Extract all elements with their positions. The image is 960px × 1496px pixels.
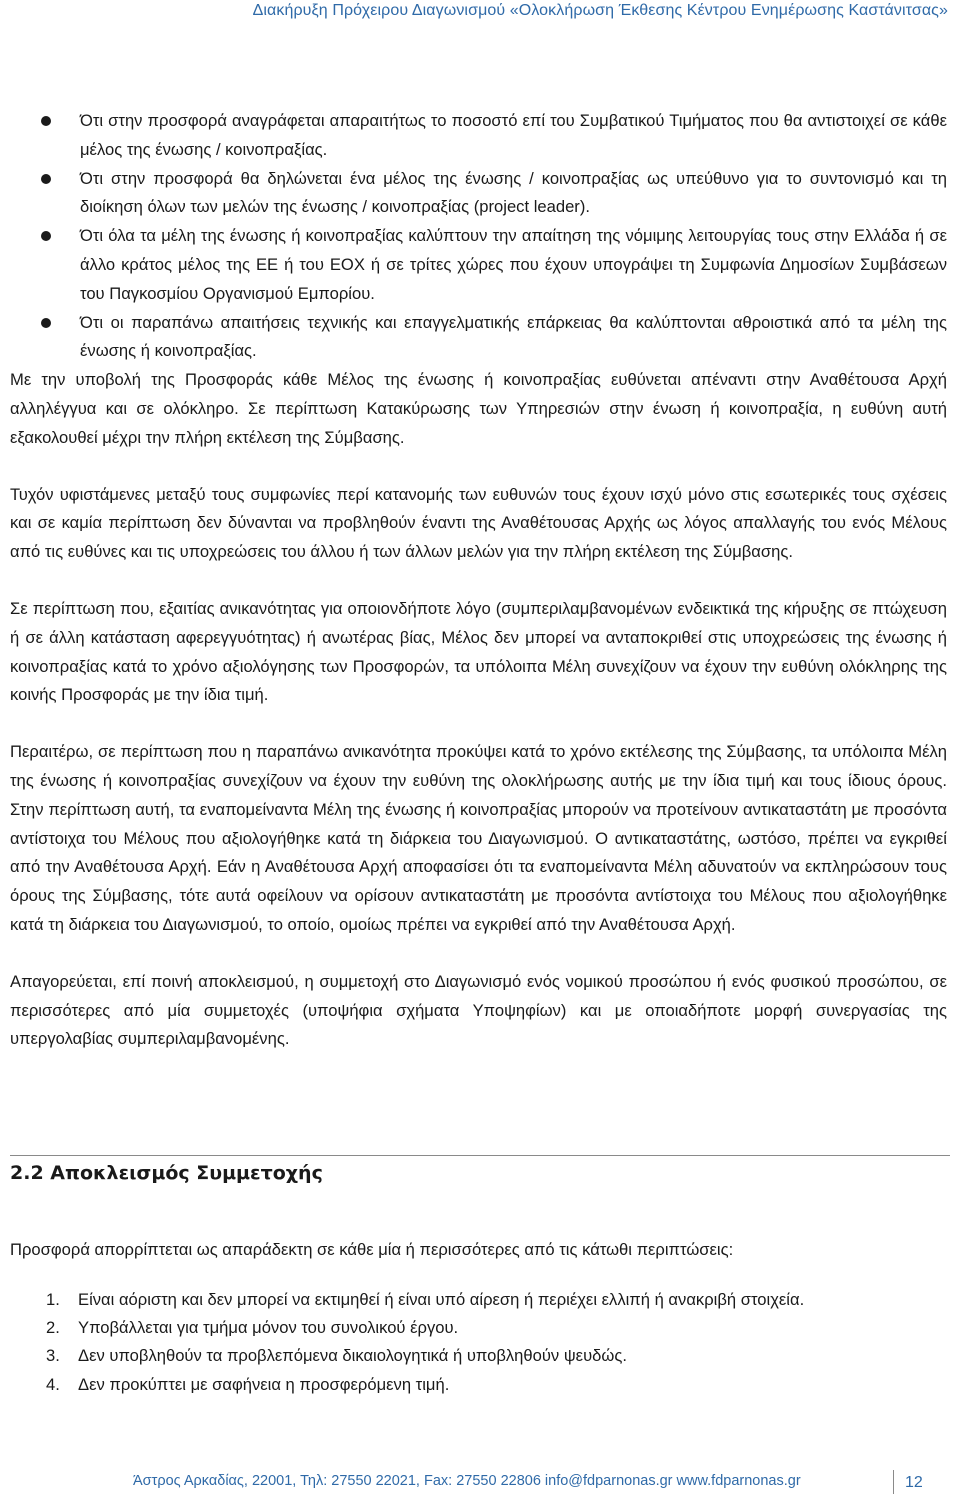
footer-divider: [893, 1470, 894, 1494]
list-item-number: 3.: [46, 1346, 60, 1366]
exclusion-cases-list: [10, 1286, 804, 1399]
bullet-item: [10, 309, 947, 367]
document-footer: [0, 1470, 960, 1496]
main-content: [10, 107, 947, 1054]
list-item-number: 4.: [46, 1374, 60, 1394]
paragraph-participation-ban: Απαγορεύεται, επί ποινή αποκλεισμού, η συμμετοχή στο Διαγωνισμό ενός νομικού προσώπου ή ενός φυσικού προσώπου, σε περισσότερες από μία συμμετοχές (υποψήφια σχήματα Υποψηφίων) και με οποιαδήποτε μορφή συνεργασίας της υπεργολαβίας συμπεριλαμβανομένης.: [10, 971, 947, 1049]
section-intro: Προσφορά απορρίπτεται ως απαράδεκτη σε κάθε μία ή περισσότερες από τις κάτωθι περιπτώσεις:: [10, 1240, 734, 1259]
list-item-text: Δεν υποβληθούν τα προβλεπόμενα δικαιολογητικά ή υποβληθούν ψευδώς.: [78, 1346, 627, 1366]
list-item-text: Δεν προκύπτει με σαφήνεια η προσφερόμενη τιμή.: [78, 1374, 450, 1394]
bullet-item: [10, 165, 947, 223]
section-heading: 2.2 Αποκλεισμός Συμμετοχής: [10, 1155, 950, 1184]
list-item-number: 2.: [46, 1318, 60, 1338]
list-item-text: Υποβάλλεται για τμήμα μόνον του συνολικού έργου.: [78, 1318, 459, 1338]
bullet-text: Ότι οι παραπάνω απαιτήσεις τεχνικής και επαγγελματικής επάρκειας θα καλύπτονται αθροιστικά από τα μέλη της ένωσης ή κοινοπραξίας.: [80, 312, 947, 361]
requirements-bullet-list: [10, 107, 947, 366]
document-header: Διακήρυξη Πρόχειρου Διαγωνισμού «Ολοκλήρωση Έκθεσης Κέντρου Ενημέρωσης Καστάνιτσας»: [252, 2, 948, 19]
bullet-item: [10, 222, 947, 308]
list-item: [10, 1286, 804, 1314]
bullet-text: Ότι στην προσφορά θα δηλώνεται ένα μέλος της ένωσης / κοινοπραξίας ως υπεύθυνο για το συντονισμό και τη διοίκηση όλων των μελών της ένωσης / κοινοπραξίας (project leader).: [80, 168, 947, 217]
list-item: [10, 1342, 804, 1370]
paragraph-joint-liability: Με την υποβολή της Προσφοράς κάθε Μέλος της ένωσης ή κοινοπραξίας ευθύνεται απέναντι στην Αναθέτουσα Αρχή αλληλέγγυα και σε ολόκληρο. Σε περίπτωση Κατακύρωσης των Υπηρεσιών στην ένωση ή κοινοπραξία, η ευθύνη αυτή εξακολουθεί μέχρι την πλήρη εκτέλεση της Σύμβασης.: [10, 370, 947, 447]
bullet-text: Ότι στην προσφορά αναγράφεται απαραιτήτως το ποσοστό επί του Συμβατικού Τιμήματος που θα αντιστοιχεί σε κάθε μέλος της ένωσης / κοινοπραξίας.: [80, 111, 947, 159]
page-number: 12: [905, 1474, 923, 1491]
paragraph-replacement-member: Περαιτέρω, σε περίπτωση που η παραπάνω ανικανότητα προκύψει κατά το χρόνο εκτέλεσης της Σύμβασης, τα υπόλοιπα Μέλη της ένωσης ή κοινοπραξίας συνεχίζουν να έχουν την ευθύνη της ολοκλήρωσης αυτής με την ίδια τιμή και τους ίδιους όρους. Στην περίπτωση αυτή, τα εναπομείναντα Μέλη της ένωσης ή κοινοπραξίας μπορούν να προτείνουν αντικαταστάτη με προσόντα αντίστοιχα του Μέλους που αξιολογήθηκε κατά τη διάρκεια του Διαγωνισμού. Ο αντικαταστάτης, ωστόσο, πρέπει να εγκριθεί από την Αναθέτουσα Αρχή. Εάν η Αναθέτουσα Αρχή αποφασίσει ότι τα εναπομείναντα Μέλη αδυνατούν να εκπληρώσουν τους όρους της Σύμβασης, τότε αυτά οφείλουν να ορίσουν αντικαταστάτη με προσόντα αντίστοιχα του Μέλους που αξιολογήθηκε κατά τη διάρκεια του Διαγωνισμού, το οποίο, ομοίως πρέπει να εγκριθεί από την Αναθέτουσα Αρχή.: [10, 742, 947, 934]
bullet-icon: [41, 318, 51, 328]
paragraph-internal-agreements: Τυχόν υφιστάμενες μεταξύ τους συμφωνίες περί κατανομής των ευθυνών τους έχουν ισχύ μόνο στις εσωτερικές τους σχέσεις και σε καμία περίπτωση δεν δύνανται να προβληθούν έναντι της Αναθέτουσας Αρχής ως λόγος απαλλαγής του ενός Μέλους από τις ευθύνες και τις υποχρεώσεις του άλλου ή των άλλων μελών για την πλήρη εκτέλεση της Σύμβασης.: [10, 484, 947, 562]
bullet-icon: [41, 116, 51, 126]
list-item: [10, 1314, 804, 1342]
list-item: [10, 1371, 804, 1399]
bullet-item: [10, 107, 947, 165]
paragraph-member-incapacity: Σε περίπτωση που, εξαιτίας ανικανότητας για οποιονδήποτε λόγο (συμπεριλαμβανομένων ενδεικτικά της κήρυξης σε πτώχευση ή σε άλλη κατάσταση αφερεγγυότητας) ή ανωτέρας βίας, Μέλος δεν μπορεί να ανταποκριθεί στις υποχρεώσεις της ένωσης ή κοινοπραξίας κατά το χρόνο αξιολόγησης των Προσφορών, τα υπόλοιπα Μέλη συνεχίζουν να έχουν την ευθύνη ολόκληρης της κοινής Προσφοράς με την ίδια τιμή.: [10, 598, 947, 705]
bullet-icon: [41, 174, 51, 184]
bullet-text: Ότι όλα τα μέλη της ένωσης ή κοινοπραξίας καλύπτουν την απαίτηση της νόμιμης λειτουργίας τους στην Ελλάδα ή σε άλλο κράτος μέλος της ΕΕ ή του ΕΟΧ ή σε τρίτες χώρες που έχουν υπογράψει τη Συμφωνία Δημοσίων Συμβάσεων του Παγκοσμίου Οργανισμού Εμπορίου.: [80, 226, 947, 303]
list-item-number: 1.: [46, 1290, 60, 1309]
list-item-text: Είναι αόριστη και δεν μπορεί να εκτιμηθεί ή είναι υπό αίρεση ή περιέχει ελλιπή ή ανακριβή στοιχεία.: [78, 1290, 805, 1309]
footer-contact: Άστρος Αρκαδίας, 22001, Τηλ: 27550 22021, Fax: 27550 22806 info@fdparnonas.gr www.fdparnonas.gr: [133, 1473, 801, 1489]
bullet-icon: [41, 231, 51, 241]
